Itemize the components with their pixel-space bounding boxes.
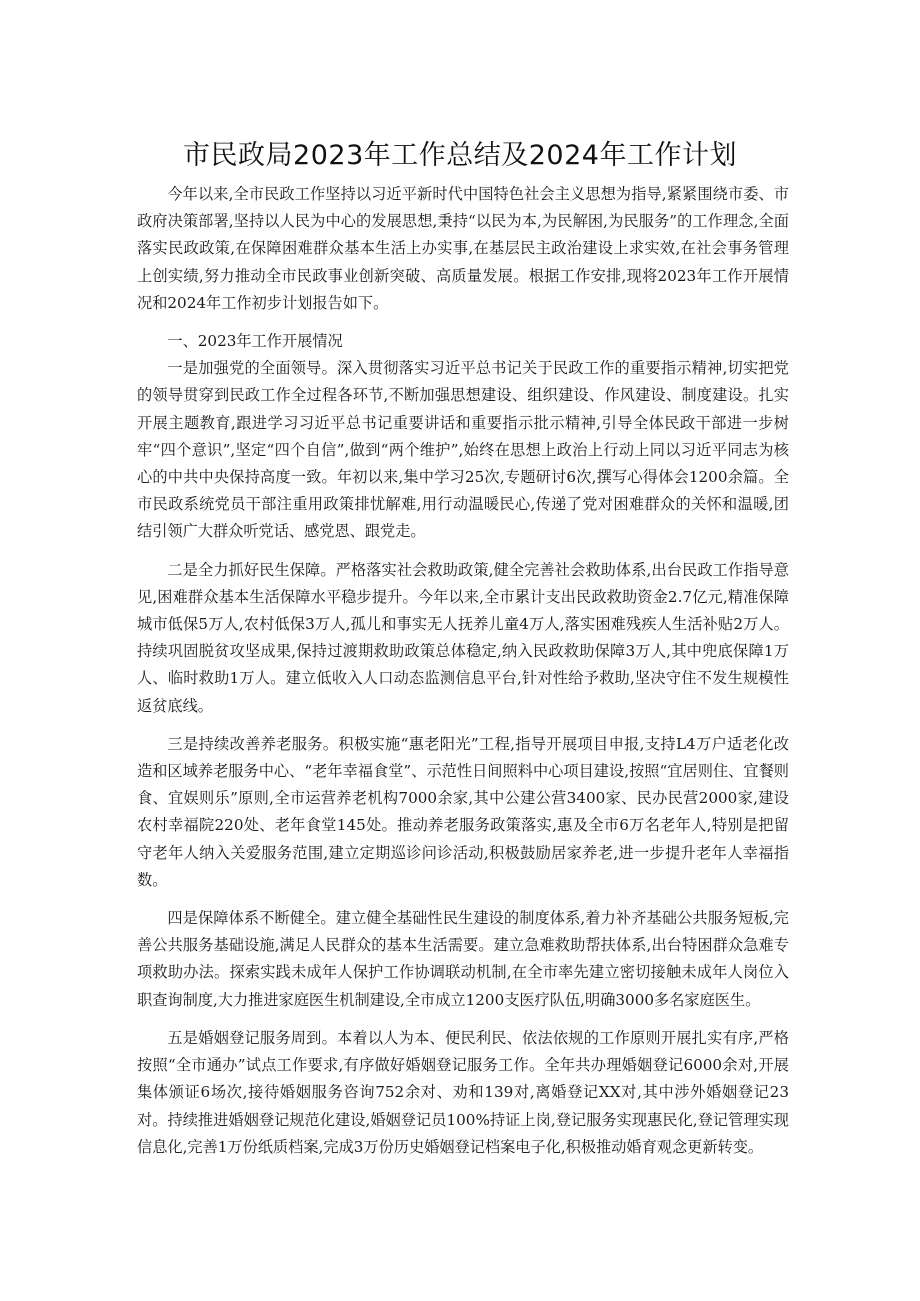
document-body	[137, 181, 789, 1161]
section-heading: 一、2023年工作开展情况	[167, 332, 343, 351]
body-paragraph: 四是保障体系不断健全。建立健全基础性民生建设的制度体系,着力补齐基础公共服务短板,完善公共服务基础设施,满足人民群众的基本生活需要。建立急难救助帮扶体系,出台特困群众急难专项救助办法。探索实践未成年人保护工作协调联动机制,在全市率先建立密切接触未成年人岗位入职查询制度,大力推进家庭医生机制建设,全市成立1200支医疗队伍,明确3000多名家庭医生。	[137, 909, 789, 1009]
body-paragraph: 二是全力抓好民生保障。严格落实社会救助政策,健全完善社会救助体系,出台民政工作指导意见,困难群众基本生活保障水平稳步提升。今年以来,全市累计支出民政救助资金2.7亿元,精准保障城市低保5万人,农村低保3万人,孤儿和事实无人抚养儿童4万人,落实困难残疾人生活补贴2万人。持续巩固脱贫攻坚成果,保持过渡期救助政策总体稳定,纳入民政救助保障3万人,其中兜底保障1万人、临时救助1万人。建立低收入人口动态监测信息平台,针对性给予救助,坚决守住不发生规模性返贫底线。	[137, 560, 789, 715]
document-title: 市民政局2023年工作总结及2024年工作计划	[183, 140, 737, 171]
body-paragraph: 一是加强党的全面领导。深入贯彻落实习近平总书记关于民政工作的重要指示精神,切实把党的领导贯穿到民政工作全过程各环节,不断加强思想建设、组织建设、作风建设、制度建设。扎实开展主题教育,跟进学习习近平总书记重要讲话和重要指示批示精神,引导全体民政干部进一步树牢“四个意识”,坚定“四个自信”,做到“两个维护”,始终在思想上政治上行动上同以习近平同志为核心的中共中央保持高度一致。年初以来,集中学习25次,专题研讨6次,撰写心得体会1200余篇。全市民政系统党员干部注重用政策排忧解难,用行动温暖民心,传递了党对困难群众的关怀和温暖,团结引领广大群众听党话、感党恩、跟党走。	[137, 359, 789, 541]
intro-paragraph: 今年以来,全市民政工作坚持以习近平新时代中国特色社会主义思想为指导,紧紧围绕市委、市政府决策部署,坚持以人民为中心的发展思想,秉持“以民为本,为民解困,为民服务”的工作理念,全面落实民政政策,在保障困难群众基本生活上办实事,在基层民主政治建设上求实效,在社会事务管理上创实绩,努力推动全市民政事业创新突破、高质量发展。根据工作安排,现将2023年工作开展情况和2024年工作初步计划报告如下。	[137, 185, 789, 312]
body-paragraph: 五是婚姻登记服务周到。本着以人为本、便民利民、依法依规的工作原则开展扎实有序,严格按照“全市通办”试点工作要求,有序做好婚姻登记服务工作。全年共办理婚姻登记6000余对,开展集体颁证6场次,接待婚姻服务咨询752余对、劝和139对,离婚登记XX对,其中涉外婚姻登记23对。持续推进婚姻登记规范化建设,婚姻登记员100%持证上岗,登记服务实现惠民化,登记管理实现信息化,完善1万份纸质档案,完成3万份历史婚姻登记档案电子化,积极推动婚育观念更新转变。	[137, 1028, 789, 1156]
body-paragraph: 三是持续改善养老服务。积极实施“惠老阳光”工程,指导开展项目申报,支持L4万户适老化改造和区域养老服务中心、“老年幸福食堂”、示范性日间照料中心项目建设,按照“宜居则住、宜餐则食、宜娱则乐”原则,全市运营养老机构7000余家,其中公建公营3400家、民办民营2000家,建设农村幸福院220处、老年食堂145处。推动养老服务政策落实,惠及全市6万名老年人,特别是把留守老年人纳入关爱服务范围,建立定期巡诊问诊活动,积极鼓励居家养老,进一步提升老年人幸福指数。	[137, 734, 789, 889]
